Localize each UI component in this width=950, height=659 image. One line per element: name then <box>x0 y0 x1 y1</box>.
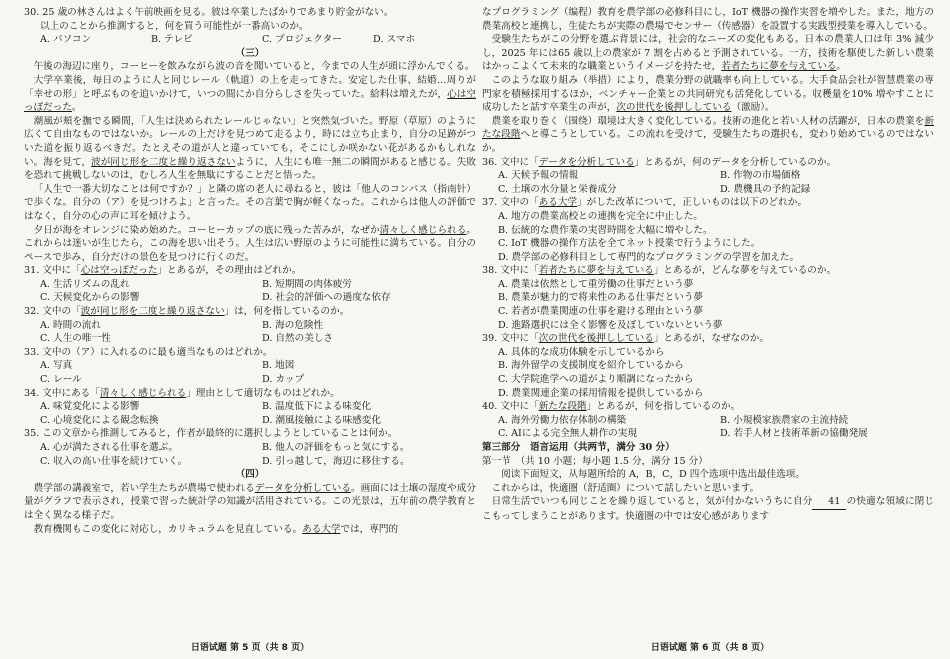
question-39-options <box>482 346 934 400</box>
text: 32. 文中の「 <box>24 306 81 318</box>
cloze-blank-41[interactable]: 41 <box>812 495 846 510</box>
option-c[interactable]: C. プロジェクター <box>262 34 342 46</box>
passage-4-paragraph-2 <box>24 523 476 537</box>
option-b[interactable]: B. 短期間の肉体疲労 <box>262 278 352 290</box>
question-39 <box>482 332 934 400</box>
text: 教育機関もこの変化に対応し，カリキュラムを見直している。 <box>33 523 303 535</box>
underlined-phrase: 心は空っぽだった <box>80 265 158 277</box>
text: 農業を取り巻く（围绕）環境は大きく変化している。技術の進化と若い人材の活躍が，日本の農業を <box>491 115 925 127</box>
option-b[interactable]: B. 他人の評価をもっと気にする。 <box>262 442 410 453</box>
question-33-stem: 33. 文中の（ア）に入れるのに最も適当なものはどれか。 <box>24 346 273 358</box>
text: 。 <box>836 61 846 73</box>
option-a[interactable]: A. 心が満たされる仕事を選ぶ。 <box>40 442 178 453</box>
underlined-phrase: 心は空っぽだった <box>24 88 476 114</box>
instructions: 阅读下面短文，从每题所给的 A，B，C，D 四个选项中选出最佳选项。 <box>501 469 805 481</box>
text: ように，人生にも唯一無二の瞬間があると感じる。失敗を恐れて挑戦しないのは，むしろ人生を無駄にすることだと悟った。 <box>24 156 476 182</box>
option-c[interactable]: C. 人生の唯一性 <box>40 333 111 345</box>
text: 」とあるが，どんな夢を与えているのか。 <box>653 265 837 277</box>
text: 受験生たちがこの分野を選ぶ背景には，社会的なニーズの変化もある。日本の農業人口は年 3% 減少し，2025 年には65 歳以上の農家が 7 割を占めると予測されている。一方，技術を駆使した新しい農業はかっこよくて未来的な職業というイメージを持たせ， <box>482 34 934 73</box>
underlined-phrase: 新たな段階 <box>482 115 934 141</box>
underlined-phrase: 清々しく感じられる <box>379 224 467 236</box>
right-page <box>482 6 934 646</box>
underlined-phrase: ある大学 <box>302 523 341 535</box>
passage-4-paragraph-2-cont: なプログラミング（编程）教育を農学部の必修科目にし，IoT 機器の操作実習を増やした。また，地方の農業高校と連携し，生徒たちが実際の農場でセンサー（传感器）を設置する実践型授業を導入している。 <box>482 7 934 32</box>
option-d[interactable]: D. 引っ越して，海辺に移住する。 <box>262 455 410 467</box>
option-a[interactable]: A. 時間の流れ <box>40 319 101 331</box>
underlined-phrase: 次の世代を後押ししている <box>538 333 654 345</box>
underlined-phrase: 清々しく感じられる <box>99 387 187 399</box>
question-36-options <box>482 169 934 196</box>
question-35 <box>24 427 476 468</box>
option-b[interactable]: B. 地図 <box>262 360 295 372</box>
question-33 <box>24 346 476 387</box>
option-c[interactable]: C. 若者が農業関連の仕事を避ける理由という夢 <box>498 306 703 318</box>
question-35-options <box>24 441 476 468</box>
question-32 <box>24 305 476 346</box>
text: 農学部の講義室で，若い学生たちが農場で使われる <box>33 482 255 494</box>
text: 36. 文中に「 <box>482 156 539 168</box>
text: 」とあるが，何を指しているのか。 <box>586 401 741 413</box>
question-32-stem <box>24 305 476 319</box>
underlined-phrase: 若者たちに夢を与えている <box>721 61 837 73</box>
text: 大学卒業後，毎日のように人と同じレール（軌道）の上を走ってきた。安定した仕事、結婚…周りが「幸せの形」と呼ぶものを追いかけて，いつの間にか自分らしさを失っていた。給料は増えたが， <box>24 74 476 100</box>
option-b[interactable]: B. 海外留学の支援制度を紹介しているから <box>498 360 684 372</box>
option-c[interactable]: C. 土壌の水分量と栄養成分 <box>498 183 617 195</box>
option-b[interactable]: B. テレビ <box>151 34 193 46</box>
option-d[interactable]: D. 潮風接触による味感変化 <box>262 414 381 426</box>
passage-4-paragraph-3 <box>482 33 934 74</box>
question-30-options <box>24 33 476 47</box>
option-b[interactable]: B. 海の危険性 <box>262 319 324 331</box>
question-30-stem: 30. 25 歳の林さんはよく午前映画を見る。彼は卒業したばかりであまり貯金がない。 <box>24 7 394 18</box>
left-page-footer: 日语试题 第 5 页（共 8 页） <box>190 643 310 653</box>
question-37 <box>482 196 934 264</box>
passage-4-paragraph-1 <box>24 482 476 523</box>
question-35-stem: 35. この文章から推測してみると，作者が最終的に選択しようとしていることは何か。 <box>24 428 398 440</box>
text: 39. 文中に「 <box>482 333 539 345</box>
text: 38. 文中に「 <box>482 265 539 277</box>
text: 」理由として適切なものはどれか。 <box>186 387 340 399</box>
question-31-options <box>24 278 476 305</box>
passage-3-paragraph-3 <box>24 115 476 183</box>
text: 。これからは迷いが生じたら，この海を思い出そう。人生は広い野原のように可能性に満ちている。自分のペースで歩み，自分だけの景色を見つけに行くのだ。 <box>24 224 476 263</box>
option-d[interactable]: D. 農機具の予約記録 <box>720 183 811 195</box>
text: の快適な領域に閉じこもってしまうことがあります。快適圏の中では安心感があります <box>482 496 934 522</box>
text: 潮風が頬を撫でる瞬間，「人生は決められたレールじゃない」と突然気づいた。野原（草原）のように広くて自由なものではないか。レールの上だけを見つめて走るより，時には立ち止まり，自分の足跡がついた道を振り返るべきだ。たとえその道が人と違っていても，そこにしか咲かない花があるかもしれない。海を見て， <box>24 115 476 168</box>
option-a[interactable]: A. 生活リズムの乱れ <box>40 278 130 290</box>
question-37-stem <box>482 196 934 210</box>
option-a[interactable]: A. パソコン <box>40 34 92 46</box>
option-a[interactable]: A. 地方の農業高校との連携を完全に中止した。 <box>498 210 703 222</box>
text: 。画面には土壌の湿度や成分量がグラフで表示され，授業で習った統計学の知識が活用されている。この光景は，五年前の農学教育とは全く異なる様子だ。 <box>24 482 476 521</box>
question-34-stem <box>24 387 476 401</box>
text: 日常生活でいつも同じことを繰り返していると，気が付かないうちに自分 <box>491 496 813 508</box>
underlined-phrase: 若者たちに夢を与えている <box>538 265 654 277</box>
question-40 <box>482 400 934 441</box>
text: 夕日が海をオレンジに染め始めた。コーヒーカップの底に残った苦みが，なぜか <box>33 224 380 236</box>
option-c[interactable]: C. AIによる完全無人耕作の実現 <box>498 428 637 440</box>
question-33-options <box>24 359 476 386</box>
underlined-phrase: 新たな段階 <box>538 401 587 413</box>
option-b[interactable]: B. 小規模家族農家の主流持続 <box>720 414 849 426</box>
option-c[interactable]: C. 収入の高い仕事を続けていく。 <box>40 455 188 467</box>
option-a[interactable]: A. 写真 <box>40 360 73 372</box>
option-b[interactable]: B. 伝統的な農作業の実習時間を大幅に増やした。 <box>498 224 713 236</box>
question-38-stem <box>482 264 934 278</box>
section-4-title: （四） <box>235 469 265 481</box>
text: へと導こうとしている。この流れを受けて，受験生たちの選択も，変わり始めているのではないか。 <box>482 129 934 154</box>
option-d[interactable]: D. 自然の美しさ <box>262 333 334 345</box>
question-32-options <box>24 319 476 346</box>
option-a[interactable]: A. 農業は依然として重労働の仕事だという夢 <box>498 278 694 290</box>
passage-3-paragraph-4: 「人生で一番大切なことは何ですか？」と隣の席の老人に尋ねると，彼は「他人のコンパス（指南针）で歩くな。自分の（ア）を見つけろよ」と言った。その言葉で胸が軽くなった。これからは他人の評価ではなく，自分の心の声に耳を傾けよう。 <box>24 183 476 222</box>
question-39-stem <box>482 332 934 346</box>
option-c[interactable]: C. レール <box>40 374 82 386</box>
option-d[interactable]: D. カップ <box>262 374 305 386</box>
text: 」とあるが，その理由はどれか。 <box>157 265 302 277</box>
option-d[interactable]: D. スマホ <box>373 34 416 46</box>
underlined-phrase: 波が同じ形を二度と繰り返さない <box>91 156 236 168</box>
underlined-phrase: 波が同じ形を二度と繰り返さない <box>80 306 225 318</box>
text: 」は，何を指しているのか。 <box>224 306 350 318</box>
question-34 <box>24 387 476 428</box>
text: 」とあるが，なぜなのか。 <box>653 333 769 345</box>
text: 34. 文中にある「 <box>24 387 100 399</box>
option-c[interactable]: C. 天候変化からの影響 <box>40 292 140 304</box>
text: 。 <box>71 102 82 114</box>
question-31-stem <box>24 264 476 278</box>
option-a[interactable]: A. 味覚変化による影響 <box>40 401 140 413</box>
passage-3-paragraph-2 <box>24 74 476 115</box>
option-d[interactable]: D. 若手人材と技術革新の協働発展 <box>720 428 868 440</box>
passage-4-paragraph-4 <box>482 74 934 115</box>
cloze-paragraph-2 <box>482 495 934 523</box>
option-c[interactable]: C. 心境変化による観念転換 <box>40 414 159 426</box>
section-1-title: 第一节 （共 10 小题；每小题 1.5 分，满分 15 分） <box>482 455 708 467</box>
option-a[interactable]: A. 天候予報の情報 <box>498 170 579 182</box>
option-d[interactable]: D. 農学部の必修科目として専門的なプログラミングの学習を加えた。 <box>498 251 800 263</box>
passage-3 <box>24 60 476 264</box>
question-30 <box>24 6 476 47</box>
question-30-stem-2: 以上のことから推測すると，何を買う可能性が一番高いのか。 <box>40 20 309 32</box>
option-d[interactable]: D. 農業関連企業の採用情報を提供しているから <box>498 387 704 399</box>
passage-3-paragraph-5 <box>24 224 476 265</box>
option-d[interactable]: D. 社会的評価への過度な依存 <box>262 292 391 304</box>
underlined-phrase: データを分析している <box>538 156 635 168</box>
text: 」がした改革について，正しいものは以下のどれか。 <box>577 197 807 209</box>
passage-4-paragraph-5 <box>482 115 934 156</box>
underlined-phrase: ある大学 <box>538 197 578 209</box>
text: では，専門的 <box>340 523 399 535</box>
question-38 <box>482 264 934 332</box>
option-b[interactable]: B. 作物の市場価格 <box>720 170 801 182</box>
right-page-footer: 日语试题 第 6 页（共 8 页） <box>650 643 770 653</box>
part-3-title: 第三部分 语言运用（共两节，满分 30 分） <box>482 442 675 453</box>
text: 37. 文中の「 <box>482 197 539 209</box>
underlined-phrase: データを分析している <box>254 482 351 494</box>
question-40-options <box>482 414 934 441</box>
passage-3-paragraph-1: 午後の海辺に座り，コーヒーを飲みながら波の音を聞いていると，今までの人生が頭に浮かんでくる。 <box>33 61 475 73</box>
option-a[interactable]: A. 海外労働力依存体制の構築 <box>498 414 627 426</box>
text: 40. 文中に「 <box>482 401 539 413</box>
underlined-phrase: 次の世代を後押ししている <box>616 102 732 114</box>
text: 31. 文中に「 <box>24 265 81 277</box>
text: （激励）。 <box>731 102 775 114</box>
passage-4 <box>24 482 476 536</box>
question-38-options <box>482 278 934 332</box>
section-3-title: （三） <box>235 47 265 59</box>
left-page <box>24 6 476 646</box>
option-a[interactable]: A. 具体的な成功体験を示しているから <box>498 346 665 358</box>
question-36 <box>482 156 934 197</box>
cloze-paragraph-1: これからは，快適圏（舒适圈）について話したいと思います。 <box>491 482 760 494</box>
option-d[interactable]: D. 進路選択には全く影響を及ぼしていないという夢 <box>498 319 723 331</box>
text: 」とあるが，何のデータを分析しているのか。 <box>634 156 837 168</box>
question-40-stem <box>482 400 934 414</box>
question-34-options <box>24 400 476 427</box>
option-c[interactable]: C. 大学院進学への道がより順調になったから <box>498 374 694 386</box>
question-36-stem <box>482 156 934 170</box>
text: このような取り組み（举措）により，農業分野の就職率も向上している。大手食品会社が智慧農業の専門家を積極採用するほか，ベンチャー企業との共同研究も活発化している。収穫量を10% 増やすことに成功したと話す卒業生の声が， <box>482 74 934 114</box>
question-37-options <box>482 210 934 264</box>
option-b[interactable]: B. 農業が魅力的で将来性のある仕事だという夢 <box>498 292 704 304</box>
question-31 <box>24 264 476 305</box>
option-b[interactable]: B. 温度低下による味変化 <box>262 401 372 413</box>
option-c[interactable]: C. IoT 機器の操作方法を全てネット授業で行うようにした。 <box>498 238 761 250</box>
